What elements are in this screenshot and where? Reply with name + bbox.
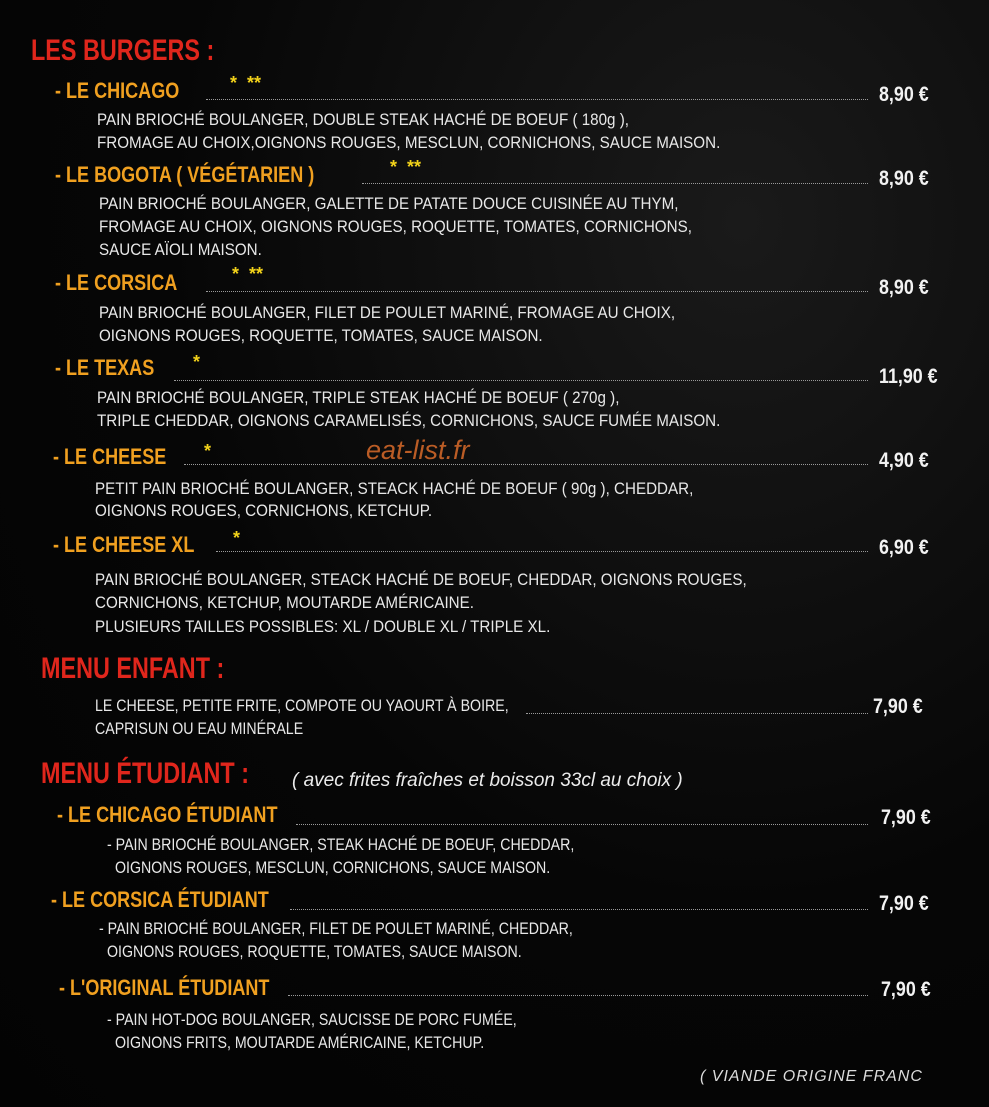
- desc-line: PAIN BRIOCHÉ BOULANGER, STEACK HACHÉ DE BOEUF, CHEDDAR, OIGNONS ROUGES,: [95, 571, 747, 589]
- dot-leader: [288, 995, 868, 996]
- price-kids-menu: 7,90 €: [873, 695, 923, 718]
- desc-line: - PAIN BRIOCHÉ BOULANGER, FILET DE POULET MARINÉ, CHEDDAR,: [99, 920, 573, 938]
- price-chicago-etudiant: 7,90 €: [881, 806, 931, 829]
- rating-stars: *: [233, 528, 241, 548]
- burgers-section-title: LES BURGERS :: [31, 34, 215, 67]
- price-chicago: 8,90 €: [879, 83, 929, 106]
- dot-leader: [206, 291, 868, 292]
- item-name-chicago: - LE CHICAGO: [55, 78, 180, 103]
- desc-line: - PAIN BRIOCHÉ BOULANGER, STEAK HACHÉ DE BOEUF, CHEDDAR,: [107, 836, 575, 854]
- desc-line: CAPRISUN OU EAU MINÉRALE: [95, 720, 304, 738]
- dot-leader: [362, 183, 868, 184]
- price-original-etudiant: 7,90 €: [881, 978, 931, 1001]
- desc-line: SAUCE AÏOLI MAISON.: [99, 241, 262, 259]
- desc-line: - PAIN HOT-DOG BOULANGER, SAUCISSE DE PORC FUMÉE,: [107, 1011, 517, 1029]
- desc-line: OIGNONS ROUGES, ROQUETTE, TOMATES, SAUCE MAISON.: [99, 327, 543, 345]
- watermark: eat-list.fr: [366, 435, 470, 465]
- desc-line: OIGNONS ROUGES, MESCLUN, CORNICHONS, SAUCE MAISON.: [115, 859, 551, 877]
- desc-line: CORNICHONS, KETCHUP, MOUTARDE AMÉRICAINE.: [95, 594, 474, 612]
- item-name-bogota: - LE BOGOTA ( VÉGÉTARIEN ): [55, 162, 315, 187]
- price-corsica-etudiant: 7,90 €: [879, 892, 929, 915]
- desc-line: TRIPLE CHEDDAR, OIGNONS CARAMELISÉS, CORNICHONS, SAUCE FUMÉE MAISON.: [97, 412, 721, 430]
- student-subtitle: ( avec frites fraîches et boisson 33cl au choix ): [292, 770, 683, 791]
- price-cheese-xl: 6,90 €: [879, 536, 929, 559]
- desc-line: PAIN BRIOCHÉ BOULANGER, FILET DE POULET MARINÉ, FROMAGE AU CHOIX,: [99, 304, 676, 322]
- desc-line: PLUSIEURS TAILLES POSSIBLES: XL / DOUBLE XL / TRIPLE XL.: [95, 618, 551, 636]
- dot-leader: [526, 713, 868, 714]
- item-name-cheese-xl: - LE CHEESE XL: [53, 532, 195, 557]
- desc-line: FROMAGE AU CHOIX,OIGNONS ROUGES, MESCLUN, CORNICHONS, SAUCE MAISON.: [97, 134, 721, 152]
- price-cheese: 4,90 €: [879, 449, 929, 472]
- meat-origin-note: ( VIANDE ORIGINE FRANC: [700, 1068, 923, 1085]
- rating-stars: *: [193, 352, 201, 372]
- rating-stars: * **: [232, 264, 264, 284]
- dot-leader: [290, 909, 868, 910]
- desc-line: PAIN BRIOCHÉ BOULANGER, TRIPLE STEAK HACHÉ DE BOEUF ( 270g ),: [97, 389, 620, 407]
- dot-leader: [206, 99, 868, 100]
- dot-leader: [184, 464, 868, 465]
- desc-line: OIGNONS ROUGES, CORNICHONS, KETCHUP.: [95, 502, 433, 520]
- item-name-original-etudiant: - L'ORIGINAL ÉTUDIANT: [59, 975, 270, 1000]
- item-name-corsica-etudiant: - LE CORSICA ÉTUDIANT: [51, 887, 269, 912]
- rating-stars: *: [204, 441, 212, 461]
- item-name-texas: - LE TEXAS: [55, 355, 155, 380]
- price-corsica: 8,90 €: [879, 276, 929, 299]
- rating-stars: * **: [390, 157, 422, 177]
- price-texas: 11,90 €: [879, 365, 938, 388]
- desc-line: FROMAGE AU CHOIX, OIGNONS ROUGES, ROQUETTE, TOMATES, CORNICHONS,: [99, 218, 692, 236]
- desc-line: OIGNONS FRITS, MOUTARDE AMÉRICAINE, KETCHUP.: [115, 1034, 485, 1052]
- desc-line: OIGNONS ROUGES, ROQUETTE, TOMATES, SAUCE MAISON.: [107, 943, 522, 961]
- kids-section-title: MENU ENFANT :: [41, 652, 225, 685]
- item-name-chicago-etudiant: - LE CHICAGO ÉTUDIANT: [57, 802, 278, 827]
- dot-leader: [216, 551, 868, 552]
- desc-line: LE CHEESE, PETITE FRITE, COMPOTE OU YAOURT À BOIRE,: [95, 697, 509, 715]
- dot-leader: [296, 824, 868, 825]
- item-name-cheese: - LE CHEESE: [53, 444, 167, 469]
- rating-stars: * **: [230, 73, 262, 93]
- desc-line: PAIN BRIOCHÉ BOULANGER, DOUBLE STEAK HACHÉ DE BOEUF ( 180g ),: [97, 111, 629, 129]
- dot-leader: [174, 380, 868, 381]
- price-bogota: 8,90 €: [879, 167, 929, 190]
- student-section-title: MENU ÉTUDIANT :: [41, 757, 249, 790]
- desc-line: PAIN BRIOCHÉ BOULANGER, GALETTE DE PATATE DOUCE CUISINÉE AU THYM,: [99, 195, 679, 213]
- desc-line: PETIT PAIN BRIOCHÉ BOULANGER, STEACK HACHÉ DE BOEUF ( 90g ), CHEDDAR,: [95, 480, 694, 498]
- item-name-corsica: - LE CORSICA: [55, 270, 178, 295]
